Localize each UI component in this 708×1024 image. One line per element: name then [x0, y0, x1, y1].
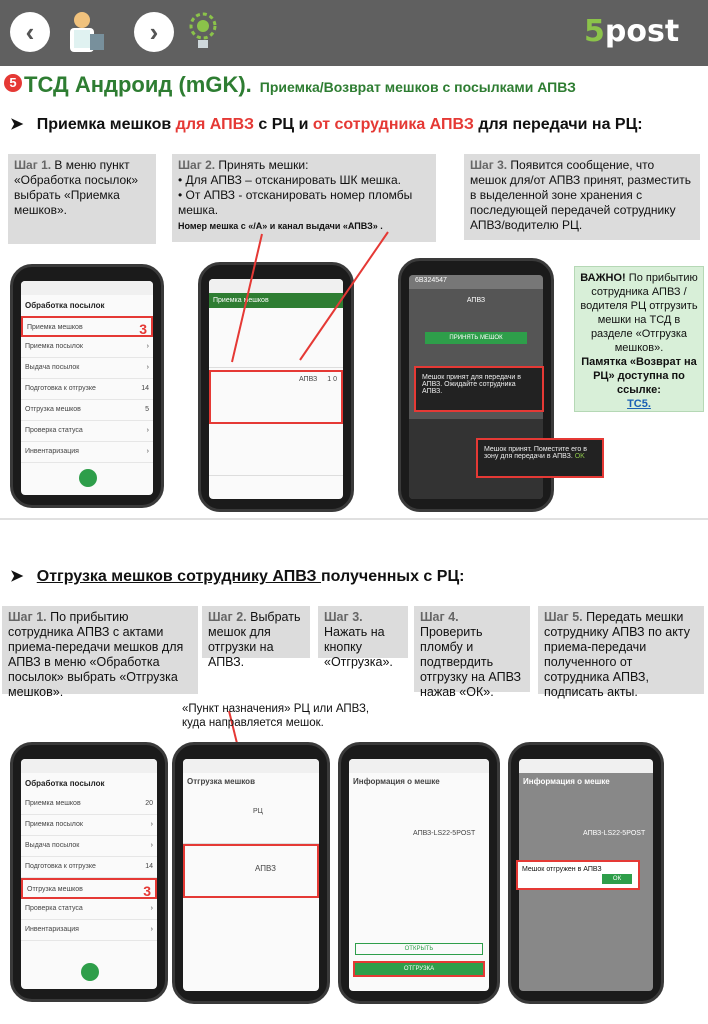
ok-button[interactable]: ОК [602, 874, 632, 884]
phone-info: Информация о мешке АПВЗ-LS22-5POST ОТКРЫТЬ ОТГРУЗКА [338, 742, 500, 1004]
back-button[interactable]: ‹ [10, 12, 50, 52]
phone-info-2: Информация о мешке АПВЗ-LS22-5POST [508, 742, 664, 1004]
brand-logo: 5post [584, 14, 680, 49]
menu-item-ship[interactable]: Отгрузка мешков 5 [21, 400, 153, 421]
ship-row-highlight[interactable]: АПВЗ [183, 844, 319, 898]
title-badge: 5 [4, 74, 22, 92]
s1-step3-box: Шаг 3. Появится сообщение, что мешок для/от АПВЗ принят, разместить в выделенной зоне хранения с последующей передачей сотруднику АПВЗ/водителю РЦ. [464, 154, 700, 240]
s1-step2-box: Шаг 2. Принять мешки: • Для АПВЗ – отсканировать ШК мешка. • От АПВЗ - отсканировать номер пломбы мешка. Номер мешка с «/А» и канал выдачи «АПВЗ» . [172, 154, 436, 242]
divider [0, 518, 708, 520]
s2-step4-box: Шаг 4. Проверить пломбу и подтвердить отгрузку на АПВЗ нажав «ОК». [414, 606, 530, 692]
important-note: ВАЖНО! По прибытию сотрудника АПВЗ /водителя РЦ отгрузить мешки на ТСД в разделе «Отгрузка мешков». Памятка «Возврат на РЦ» доступна по ссылке: ТС5. [574, 266, 704, 412]
menu-title: Обработка посылок [25, 301, 105, 310]
open-button[interactable]: ОТКРЫТЬ [355, 943, 483, 955]
menu-item-status[interactable]: Проверка статуса › [21, 421, 153, 442]
forward-button[interactable]: › [134, 12, 174, 52]
s2-step2-box: Шаг 2. Выбрать мешок для отгрузки на АПВЗ. [202, 606, 310, 658]
accept-bag-button[interactable]: ПРИНЯТЬ МЕШОК [425, 332, 527, 344]
tc5-link[interactable]: ТС5. [627, 398, 651, 410]
accepted-popup: Мешок принят для передачи в АПВЗ. Ожидайте сотрудника АПВЗ. [414, 366, 544, 412]
accept-title: Приемка мешков [209, 293, 343, 308]
phone-message: 6B324547 АПВЗ ПРИНЯТЬ МЕШОК [398, 258, 554, 512]
menu-item-inventory[interactable]: Инвентаризация › [21, 442, 153, 463]
section2-heading: ➤ Отгрузка мешков сотруднику АПВЗ полученных с РЦ: [10, 568, 465, 585]
menu-item-bag-accept[interactable]: Приемка мешков 3 [21, 316, 153, 337]
s2-step1-box: Шаг 1. По прибытию сотрудника АПВЗ с актами приема-передачи мешков для АПВЗ в меню «Обработка посылок» выбрать «Отгрузка мешков». [2, 606, 198, 694]
phone-menu-2: Обработка посылок Приемка мешков 20 Приемка посылок › Выдача посылок › Подготовка к отгрузке 14 Отгрузка мешков 3 Проверка статуса › Инвентаризация › [10, 742, 168, 1002]
accept-row-highlight[interactable]: АПВЗ 1 0 [209, 370, 343, 424]
section1-heading: ➤ Приемка мешков для АПВЗ с РЦ и от сотрудника АПВЗ для передачи на РЦ: [10, 116, 643, 133]
accepted-popup-zoom: Мешок принят. Поместите его в зону для передачи в АПВЗ. OK [476, 438, 604, 478]
menu-item-ship-highlight[interactable]: Отгрузка мешков 3 [21, 878, 157, 899]
menu-item-prepare[interactable]: Подготовка к отгрузке 14 [21, 379, 153, 400]
ship-button[interactable]: ОТГРУЗКА [353, 961, 485, 977]
page-title: ТСД Андроид (mGK). Приемка/Возврат мешков с посылками АПВЗ [24, 72, 576, 97]
menu-item-parcel-accept[interactable]: Приемка посылок › [21, 337, 153, 358]
phone-ship: Отгрузка мешков РЦ АПВЗ [172, 742, 330, 1004]
shipped-popup: Мешок отгружен в АПВЗ ОК [516, 860, 640, 890]
s2-step5-box: Шаг 5. Передать мешки сотруднику АПВЗ по акту приема-передачи полученного от сотрудника АПВЗ, подписать акты. [538, 606, 704, 694]
s2-step3-box: Шаг 3. Нажать на кнопку «Отгрузка». [318, 606, 408, 658]
destination-note: «Пункт назначения» РЦ или АПВЗ, куда направляется мешок. [182, 703, 370, 729]
s1-step1-box: Шаг 1. В меню пункт «Обработка посылок» выбрать «Приемка мешков». [8, 154, 156, 244]
menu-item-issue[interactable]: Выдача посылок › [21, 358, 153, 379]
